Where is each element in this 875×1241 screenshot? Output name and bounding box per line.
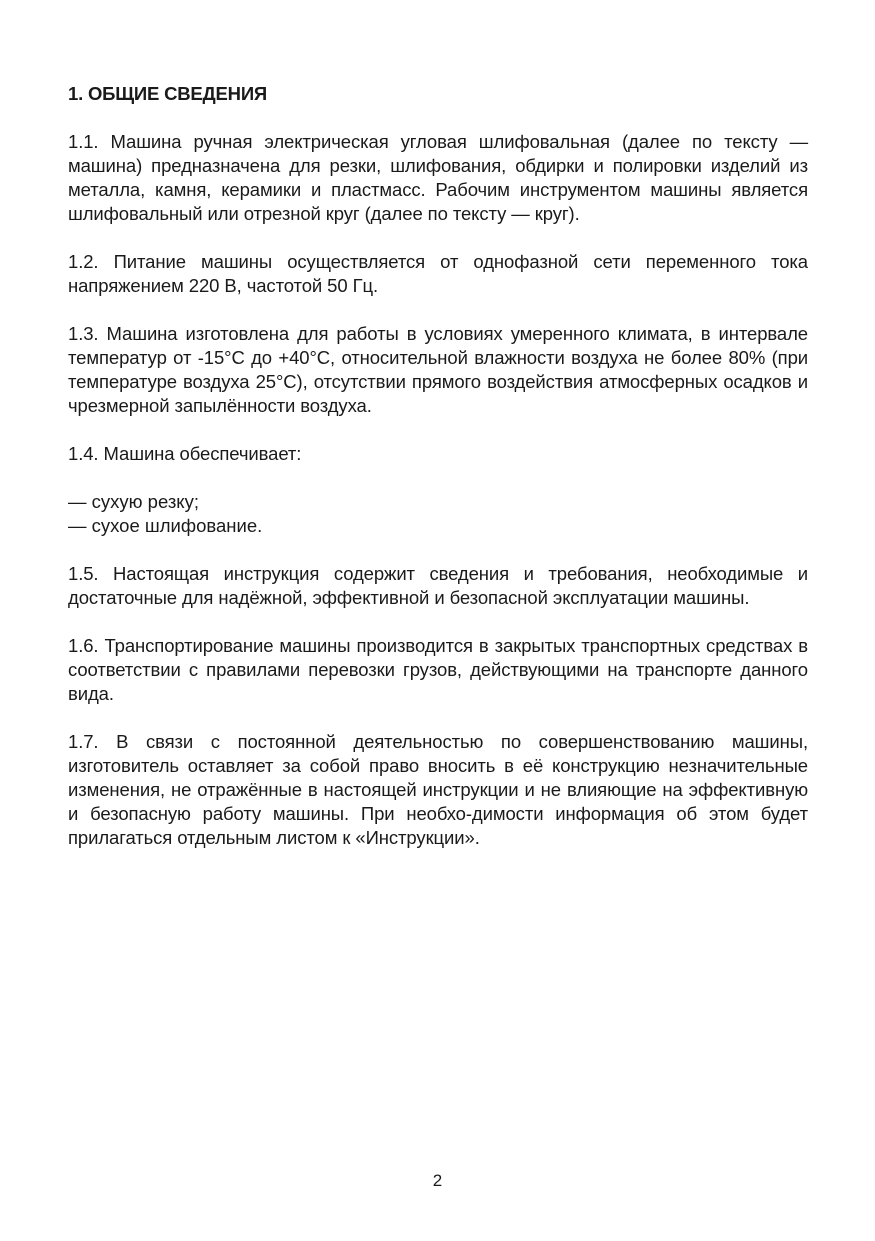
paragraph-1-1: 1.1. Машина ручная электрическая угловая шлифовальная (далее по тексту — машина) предназначена для резки, шлифования, обдирки и полировки изделий из металла, камня, керамики и пластмасс. Рабочим инструментом машины является шлифовальный или отрезной круг (далее по тексту — круг). bbox=[68, 131, 808, 224]
paragraph-1-4: 1.4. Машина обеспечивает: bbox=[68, 443, 302, 464]
list-item: — сухое шлифование. bbox=[68, 515, 263, 536]
paragraph-1-5: 1.5. Настоящая инструкция содержит сведения и требования, необходимые и достаточные для надёжной, эффективной и безопасной эксплуатации машины. bbox=[68, 563, 808, 608]
list-item: — сухую резку; bbox=[68, 491, 199, 512]
capabilities-list bbox=[68, 490, 808, 538]
page-number: 2 bbox=[432, 1171, 443, 1190]
section-title: 1. ОБЩИЕ СВЕДЕНИЯ bbox=[68, 83, 268, 104]
paragraph-1-3: 1.3. Машина изготовлена для работы в условиях умеренного климата, в интервале температур от -15°С до +40°С, относительной влажности воздуха не более 80% (при температуре воздуха 25°С), отсутствии прямого воздействия атмосферных осадков и чрезмерной запылённости воздуха. bbox=[68, 323, 808, 416]
paragraph-1-6: 1.6. Транспортирование машины производится в закрытых транспортных средствах в соответствии с правилами перевозки грузов, действующими на транспорте данного вида. bbox=[68, 635, 808, 704]
paragraph-1-2: 1.2. Питание машины осуществляется от однофазной сети переменного тока напряжением 220 В, частотой 50 Гц. bbox=[68, 251, 808, 296]
document-page bbox=[68, 82, 808, 874]
paragraph-1-7: 1.7. В связи с постоянной деятельностью по совершенствованию машины, изготовитель оставляет за собой право вносить в её конструкцию незначительные изменения, не отражённые в настоящей инструкции и не влияющие на эффективную и безопасную работу машины. При необхо-димости информация об этом будет прилагаться отдельным листом к «Инструкции». bbox=[68, 731, 808, 848]
